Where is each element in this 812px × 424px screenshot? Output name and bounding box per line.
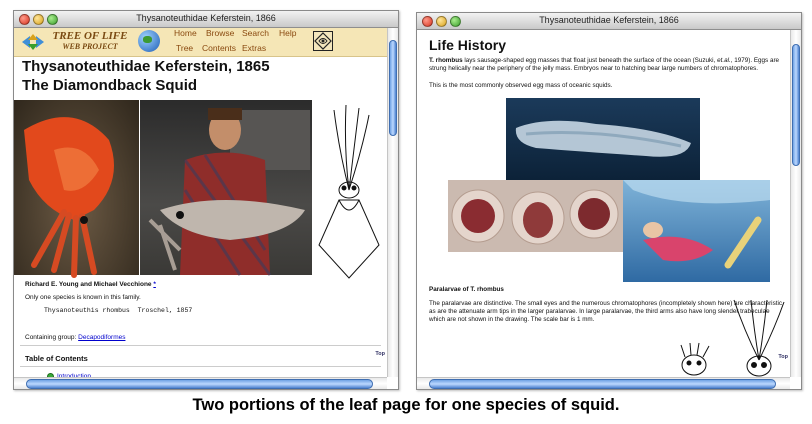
paralarva-drawing-large xyxy=(729,300,789,382)
nav-contents[interactable]: Contents xyxy=(202,43,237,53)
nav-help[interactable]: Help xyxy=(279,28,297,38)
nav-tree[interactable]: Tree xyxy=(176,43,194,53)
divider xyxy=(20,366,381,367)
tol-toolbar xyxy=(14,28,387,57)
tol-navigation-arrows-icon[interactable] xyxy=(22,34,44,50)
embryos-photo xyxy=(448,180,624,252)
nav-search[interactable]: Search xyxy=(242,28,269,38)
nav-home[interactable]: Home xyxy=(174,28,197,38)
species-note: Only one species is known in this family. xyxy=(25,294,141,301)
squid-drawing xyxy=(314,100,384,280)
browser-window-left xyxy=(13,10,399,390)
nav-browse[interactable]: Browse xyxy=(206,28,235,38)
page-title: Thysanoteuthidae Keferstein, 1865 xyxy=(22,58,270,75)
section-title: Life History xyxy=(429,37,507,53)
authors-note-link[interactable]: * xyxy=(153,281,156,288)
life-history-paragraph: T. rhombus lays sausage-shaped egg masses that float just beneath the surface of the ocean (Suzuki, et.al., 1979). Eggs are strung helically near the periphery of the jelly mass. Embryos near to hatching bear large numbers of chromatophores. xyxy=(429,57,780,72)
page-subtitle: The Diamondback Squid xyxy=(22,77,198,94)
authors: Richard E. Young and Michael Vecchione * xyxy=(25,281,156,288)
page-content xyxy=(417,30,790,377)
divider xyxy=(20,345,381,346)
containing-group-link[interactable]: Decapodiformes xyxy=(78,334,126,341)
scroll-thumb[interactable] xyxy=(429,379,776,389)
scroll-thumb[interactable] xyxy=(389,40,397,136)
window-title: Thysanoteuthidae Keferstein, 1866 xyxy=(539,15,679,25)
containing-group: Containing group: Decapodiformes xyxy=(25,334,126,341)
scroll-thumb[interactable] xyxy=(792,44,800,166)
vertical-scrollbar[interactable] xyxy=(790,30,801,377)
paralarva-drawing-small xyxy=(667,343,722,381)
squid-photo xyxy=(14,100,139,275)
egg-mass-photo xyxy=(506,98,700,180)
horizontal-scrollbar[interactable] xyxy=(417,377,790,389)
paralarvae-heading: Paralarvae of T. rhombus xyxy=(429,286,504,293)
researcher-photo xyxy=(140,100,312,275)
figure-caption: Two portions of the leaf page for one species of squid. xyxy=(192,396,620,414)
title-bar xyxy=(14,11,398,28)
diver-photo xyxy=(623,180,770,282)
nav-extras[interactable]: Extras xyxy=(242,43,267,53)
scroll-thumb[interactable] xyxy=(26,379,373,389)
tol-brand[interactable]: TREE OF LIFE WEB PROJECT xyxy=(52,30,128,51)
horizontal-scrollbar[interactable] xyxy=(14,377,387,389)
page-content xyxy=(14,28,387,377)
window-title: Thysanoteuthidae Keferstein, 1866 xyxy=(136,13,276,23)
species-name-line: Thysanoteuthis rhombus Troschel, 1857 xyxy=(44,307,193,314)
top-link[interactable]: Top xyxy=(778,354,788,360)
globe-icon xyxy=(138,30,160,52)
toc-title: Table of Contents xyxy=(25,354,88,363)
browser-window-right xyxy=(416,12,802,390)
top-link[interactable]: Top xyxy=(375,351,385,357)
paralarvae-paragraph: The paralarvae are distinctive. The small eyes and the numerous chromatophores (incompletely shown here) are characteristic as are the attenuate arm tips in the larger paralarvae. In large paralarvae, the third arms also have long slender trabeculae which are not shown in the drawing. The scale bar is 1 mm. xyxy=(429,300,783,323)
vertical-scrollbar[interactable] xyxy=(387,28,398,377)
tol-tree-icon[interactable] xyxy=(313,31,333,51)
title-bar xyxy=(417,13,801,30)
egg-mass-note: This is the most commonly observed egg mass of oceanic squids. xyxy=(429,82,613,89)
